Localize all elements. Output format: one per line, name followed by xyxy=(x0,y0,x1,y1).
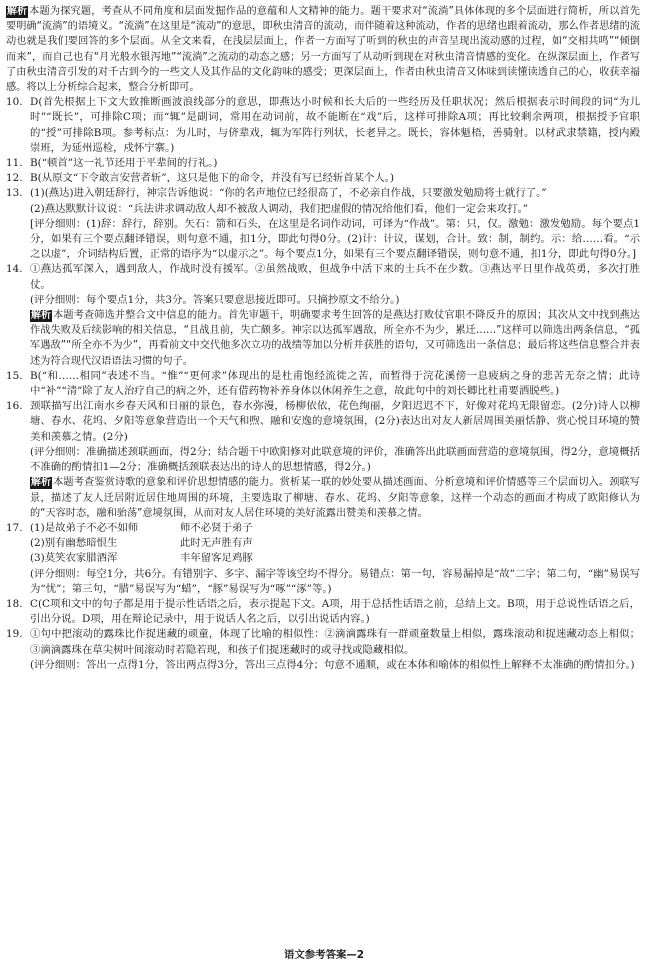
answer-page xyxy=(6,4,640,952)
scoring-rules-16: (评分细则：准确描述颈联画面，得2分；结合题干中欧阳修对此联意境的评价，准确答出此联画面营造的意境氛围，得2分，意境概括不准确的酌情扣1—2分；准确概括颈联表达出的诗人的思想情感，得2分。) xyxy=(30,445,640,474)
answer-text: ①句中把滚动的露珠比作捉迷藏的顽童，体现了比喻的相似性：②滴滴露珠有一群顽童数量上相似，露珠滚动和捉迷藏动态上相似；③滴滴露珠在草尖树叶间滚动时若隐若现，和孩子们捉迷藏时的或寻找或隐藏相似。 xyxy=(30,628,640,656)
recitation-line-2b: 此时无声胜有声 xyxy=(180,537,253,550)
answer-text: B(“和……相同”表述不当。“惟”“更何求”体现出的是杜甫饱经流徙之苦，而暂得于浣花溪傍一息疲病之身的悲苦无奈之情；此诗中“补”“清”除了友人治疗自己的病之外，还有借药物补养身体以休闲养生之意，故此句中的刘长卿比杜甫要洒脱些。) xyxy=(30,369,640,398)
analysis-text: 本题考查鉴赏诗歌的意象和评价思想情感的能力。赏析某一联的妙处要从描述画面、分析意境和评价情感等三个层面切入。颈联写景，描述了友人迁居附近居住地周围的环境，主要选取了柳塘、春水、花坞、夕阳等意象，这样一个动态的画面才构成了欧阳修认为的“天容时态，融和骀荡”意境氛围，从而对友人居住环境的美好流露出赞美和羡慕之情。 xyxy=(30,477,640,519)
scoring-rules-19: (评分细则：答出一点得1分，答出两点得3分，答出三点得4分；句意不通顺，或在本体和喻体的相似性上解释不太准确的酌情扣分。) xyxy=(30,658,635,671)
analysis-badge: 解析 xyxy=(7,6,27,17)
answer-12 xyxy=(6,171,640,186)
question-number: 17. xyxy=(6,521,23,534)
analysis-badge: 解析 xyxy=(31,477,51,489)
analysis-16 xyxy=(6,475,640,521)
answer-text: B(“顿首”这一礼节还用于平辈间的行礼。) xyxy=(30,157,218,170)
analysis-text: 本题为探究题，考查从不同角度和层面发掘作品的意蕴和人文精神的能力。题干要求对“流淌”具体体现的多个层面进行简析，所以首先要明确“流淌”的语境义。“流淌”在这里是“流动”的意思，即秋虫清音的流动，而伴随着这种流动，作者的思绪也跟着流动，那么作者思绪的流动也就是我们要回答的多个层面。从全文来看，在浅层层面上，作者一方面写了听到的秋虫的声音呈现出流动感的过程，如“交相共鸣”“倾倒而来”，而自己也有“月光般水银泻地”“流淌”之流动的动态之感；另一方面写了从动听到现在对秋虫清音情感的变化。在纵深层面上，作者写了由秋虫清音引发的对千古到今的一些文人及其作品的文化韵味的感受；更深层面上，作者由秋虫清音又体味到读懂读透自己的心，收获幸福感。将以上分析综合起来，整合分析即可。 xyxy=(6,6,640,94)
recitation-line-3 xyxy=(6,551,640,566)
question-number: 12. xyxy=(6,172,23,185)
question-number: 11. xyxy=(6,157,23,170)
answer-11 xyxy=(6,156,640,171)
analysis-text: 本题考查筛选并整合文中信息的能力。首先审题干，明确要求考生回答的是燕达打败仗官职不降反升的原因；其次从文中找到燕达作战失败及后续影响的相关信息，“且战且前，失亡颇多。神宗以达孤军遇敌，所全亦不为少，累迁……”这样可以筛选出两条信息，“孤军遇敌”“所全亦不为少”，再看前文中交代他多次立功的战绩等加以分析并获胜的语句，又可筛选出一条信息；最后将这些信息整合并表述为符合现代汉语语法习惯的句子。 xyxy=(30,310,640,367)
answer-13-part-2: (2)燕达默默计议说：“兵法讲求调动敌人却不被敌人调动，我们把虚假的情况给他们看，他们一定会来攻打。” xyxy=(30,202,529,215)
scoring-rules-17: (评分细则：每空1分，共6分。有错别字、多字、漏字等该空均不得分。易错点：第一句，容易漏掉是“故”二字；第二句，“幽”易误写为“忧”；第三句，“腊”易误写为“蜡”，“豚”易误写为“啄”“涿”等。) xyxy=(30,567,640,595)
recitation-line-1a: (1)是故弟子不必不如师 xyxy=(30,521,139,534)
question-number: 13. xyxy=(6,187,23,200)
answer-text: B(从原文“下令敢言安营者斩”，这只是他下的命令，并没有写已经斩首某个人。) xyxy=(30,172,395,185)
answer-text: ①燕达孤军深入，遇到敌人，作战时没有援军。②虽然战败，但战争中活下来的士兵不在少数。③燕达平日里作战英勇，多次打胜仗。 xyxy=(30,263,640,291)
answer-text: C(C项和文中的句子都是用于提示性话语之后，表示提起下文。A项，用于总括性话语之前，总结上文。B项，用于总说性话语之后，引出分说。D项，用在辩论记录中，用于说话人名之后，以引出说话内容。) xyxy=(30,597,640,626)
recitation-line-2a: (2)别有幽愁暗恨生 xyxy=(30,537,118,550)
answer-16 xyxy=(6,399,640,445)
answer-17 xyxy=(6,521,640,536)
scoring-rules-14: (评分细则：每个要点1分，共3分。答案只要意思接近即可。只摘抄原文不给分。) xyxy=(30,293,400,306)
question-number: 15. xyxy=(6,369,23,382)
answer-15 xyxy=(6,369,640,399)
question-number: 19. xyxy=(6,628,23,641)
answer-14 xyxy=(6,262,640,292)
question-number: 10. xyxy=(6,96,23,109)
recitation-line-3b: 丰年留客足鸡豚 xyxy=(180,552,253,565)
question-number: 14. xyxy=(6,263,23,276)
page-footer: 语文参考答案—2 xyxy=(284,949,364,961)
recitation-line-3a: (3)莫笑农家腊酒浑 xyxy=(30,552,118,565)
answer-text: 颈联描写出江南水乡春天风和日丽的景色，春水弥漫，杨柳依依，花色绚丽，夕阳迟迟不下，好像对花坞无限留恋。(2分)诗人以柳塘、春水、花坞、夕阳等意象营造出一个天气和煦、融和安逸的意境氛围，(2分)表达出对友人新居周围美丽恬静、赏心悦目环境的赞美和羡慕之情。(2分) xyxy=(30,400,640,443)
analysis-paragraph xyxy=(6,4,640,95)
analysis-14 xyxy=(6,308,640,369)
analysis-badge: 解析 xyxy=(31,310,51,322)
answer-text: D(首先根据上下文大致推断画波浪线部分的意思，即燕达小时候和长大后的一些经历及任职状况；然后根据表示时间段的词“为儿时”“既长”，可排除C项；而“辄”是副词，常用在动词前，故不能断在“戏”后，这样可排除A项；再比较剩余两项，根据授予官职的“授”可排除B项。参考标点：为儿时，与侪辈戏，辄为军阵行列状，长老异之。既长，容体魁梧，善骑射。以材武隶禁籍，授内殿崇班，为延州巡检，戍怀宁寨。) xyxy=(30,96,640,154)
scoring-rules-13: [评分细则：(1)辞：辞行，辞别。矢石：箭和石头，在这里是名词作动词，可译为“作战”。第：只，仅。激勉：激发勉励。每个要点1分，如果有三个要点翻译错误，则句意不通，扣1分，即此句得0分。(2)计：计议，谋划，合计。致：制，制约。示：给……看。“示之以虚”，介词结构后置，正常的语序为“以虚示之”。每个要点1分，如果有三个要点翻译错误，则句意不通，扣1分，即此句得0分。] xyxy=(30,217,640,261)
answer-19 xyxy=(6,627,640,657)
recitation-line-1b: 师不必贤于弟子 xyxy=(180,521,253,534)
answer-13 xyxy=(6,186,640,201)
answer-10 xyxy=(6,95,640,156)
answer-18 xyxy=(6,597,640,627)
question-number: 18. xyxy=(6,597,23,610)
recitation-line-2 xyxy=(6,536,640,551)
answer-text: (1)(燕达)进入朝廷辞行，神宗告诉他说：“你的名声地位已经很高了，不必亲自作战，只要激发勉励将士就行了。” xyxy=(30,187,547,200)
question-number: 16. xyxy=(6,400,23,413)
